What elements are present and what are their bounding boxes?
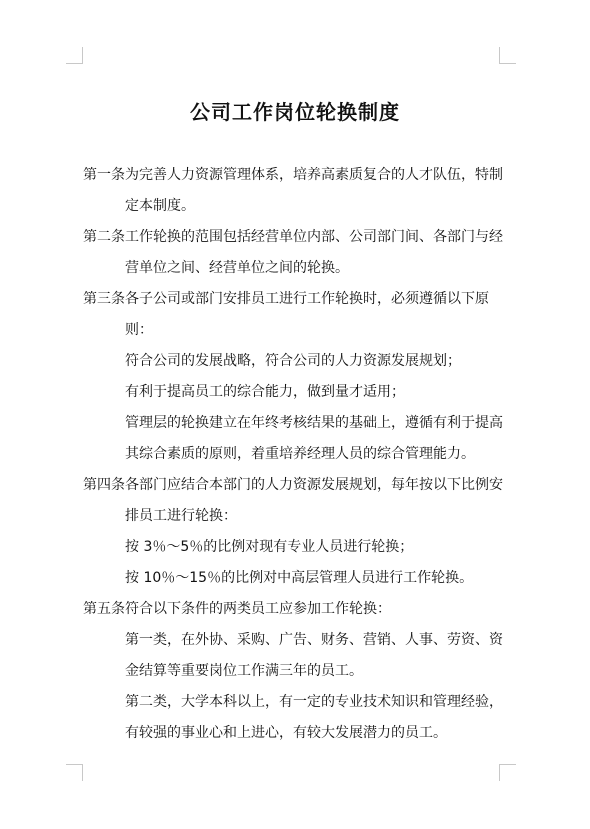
body-line: 管理层的轮换建立在年终考核结果的基础上，遵循有利于提高 <box>125 415 503 431</box>
body-line: 第一条为完善人力资源管理体系，培养高素质复合的人才队伍，特制 <box>83 167 503 183</box>
body-line: 第一类，在外协、采购、广告、财务、营销、人事、劳资、资 <box>125 632 503 648</box>
body-line: 按 10％～15％的比例对中高层管理人员进行工作轮换。 <box>125 570 474 586</box>
page-corner-mark-bottom-right <box>499 764 516 781</box>
body-line: 有利于提高员工的综合能力，做到量才适用； <box>125 384 405 400</box>
document-title: 公司工作岗位轮换制度 <box>190 100 400 124</box>
page-corner-mark-bottom-left <box>66 764 83 781</box>
body-line: 则： <box>125 322 153 338</box>
body-line: 金结算等重要岗位工作满三年的员工。 <box>125 663 363 679</box>
body-line: 第五条符合以下条件的两类员工应参加工作轮换： <box>83 601 391 617</box>
body-line: 第二类，大学本科以上，有一定的专业技术知识和管理经验， <box>125 694 503 710</box>
body-line: 第二条工作轮换的范围包括经营单位内部、公司部门间、各部门与经 <box>83 229 503 245</box>
body-line: 第四条各部门应结合本部门的人力资源发展规划，每年按以下比例安 <box>83 477 503 493</box>
body-line: 其综合素质的原则，着重培养经理人员的综合管理能力。 <box>125 446 475 462</box>
body-line: 排员工进行轮换： <box>125 508 237 524</box>
body-line: 有较强的事业心和上进心，有较大发展潜力的员工。 <box>125 725 447 741</box>
document-body <box>83 160 503 749</box>
body-line: 按 3％～5％的比例对现有专业人员进行轮换； <box>125 539 414 555</box>
body-line: 符合公司的发展战略，符合公司的人力资源发展规划； <box>125 353 461 369</box>
body-line: 营单位之间、经营单位之间的轮换。 <box>125 260 349 276</box>
body-line: 第三条各子公司或部门安排员工进行工作轮换时，必须遵循以下原 <box>83 291 489 307</box>
page-corner-mark-top-right <box>499 47 516 64</box>
body-line: 定本制度。 <box>125 198 195 214</box>
page-corner-mark-top-left <box>66 47 83 64</box>
